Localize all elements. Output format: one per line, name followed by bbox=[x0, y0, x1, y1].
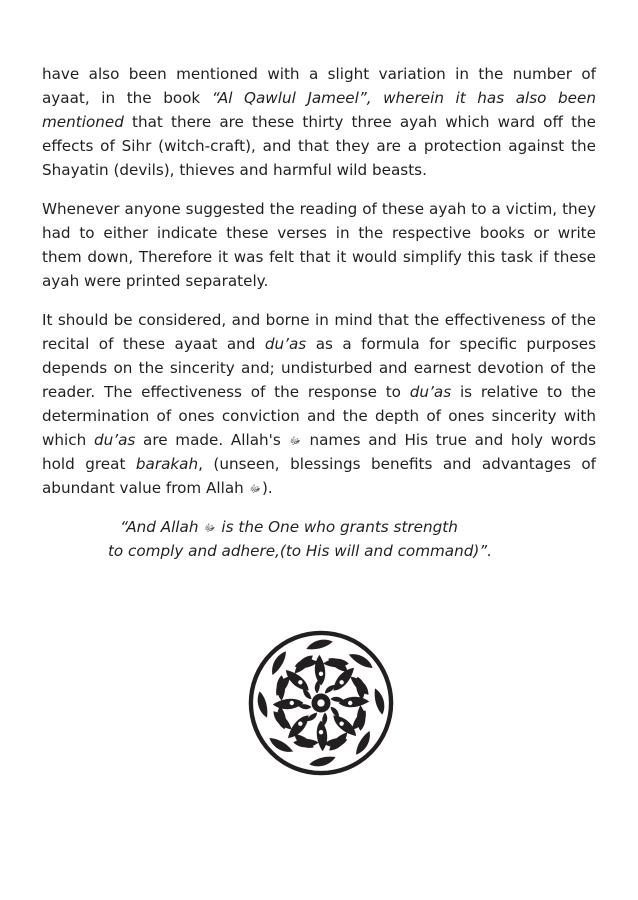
p3-text-h: names and His true and holy words hold great bbox=[42, 431, 597, 473]
p1-text-a: have also been mentioned with a slight variation in the number of ayaat, in the book bbox=[42, 65, 596, 107]
p3-text-k: ). bbox=[261, 479, 273, 497]
page-content bbox=[42, 62, 596, 563]
book-title: “Al Qawlul Jameel”, wherein it has also been mentioned bbox=[42, 89, 596, 131]
honorific-glyph: ﷻ bbox=[249, 484, 261, 495]
quote-line-1-start: “And Allah bbox=[120, 518, 204, 536]
term-duas: du’as bbox=[264, 335, 307, 353]
quote-line-1 bbox=[42, 515, 596, 539]
p3-text-e: is relative to the determination of ones conviction and the depth of ones sincerity with which bbox=[42, 383, 596, 449]
p3-text-a: It should be considered, and borne in mind that the effectiveness of the recital of these ayaat and bbox=[42, 311, 596, 353]
quote-line-1-end: is the One who grants strength bbox=[216, 518, 458, 536]
term-duas: du’as bbox=[93, 431, 136, 449]
p3-text-c: as a formula for specific purposes depends on the sincerity and; undisturbed and earnest devotion of the reader. The effectiveness of the response to bbox=[42, 335, 597, 401]
honorific-glyph: ﷻ bbox=[204, 523, 216, 534]
arabesque-medallion-ornament bbox=[248, 630, 394, 776]
quote-line-2: to comply and adhere,(to His will and command)”. bbox=[107, 542, 493, 560]
term-barakah: barakah bbox=[135, 455, 199, 473]
p3-text-g: are made. Allah's bbox=[135, 431, 289, 449]
honorific-glyph: ﷻ bbox=[289, 436, 301, 447]
term-duas: du’as bbox=[409, 383, 452, 401]
paragraph-1 bbox=[42, 62, 596, 182]
p1-text-c: that there are these thirty three ayah which ward off the effects of Sihr (witch-craft), and that they are a protection against the Shayatin (devils), thieves and harmful wild beasts. bbox=[42, 113, 596, 179]
paragraph-2: Whenever anyone suggested the reading of these ayah to a victim, they had to either indicate these verses in the respective books or write them down, Therefore it was felt that it would simplify this task if these ayah were printed separately. bbox=[42, 200, 596, 290]
p3-text-j: , (unseen, blessings benefits and advantages of abundant value from Allah bbox=[42, 455, 597, 497]
closing-quote bbox=[42, 515, 596, 563]
paragraph-3 bbox=[42, 308, 596, 500]
